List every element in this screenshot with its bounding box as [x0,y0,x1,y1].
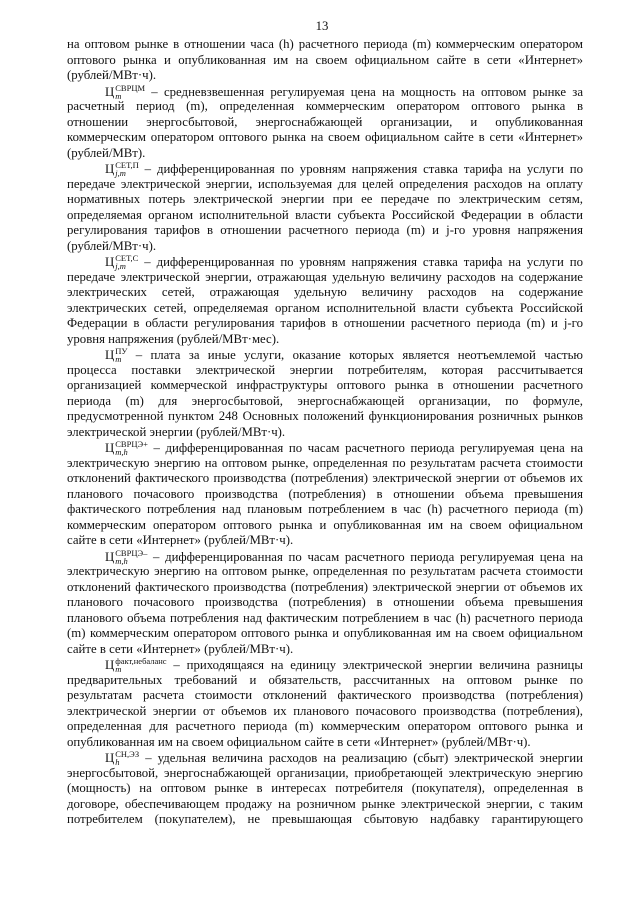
text-line: расчетный период (m), определенная коммерческим оператором оптового рынка в [67,99,583,113]
text-line: результатам расчета стоимости отклонений фактического производства (потребления) [67,688,583,702]
text-line: нормативных потерь электрической энергии при ее передаче по электрическим сетям, [67,192,583,206]
text-line: планового объема потребления над фактическим потреблением в час (h) расчетного периода [67,610,583,625]
symbol-base: Ц [105,751,115,765]
price-symbol [105,162,139,176]
text-line: (рублей/МВт·ч). [67,68,157,82]
symbol-indices [115,750,139,766]
text-line: электрической энергии (рублей/МВт·ч). [67,424,286,439]
symbol-subscript: m [115,90,122,101]
text-line: процесса поставки электрической энергии потребителям, которая рассчитывается [67,362,583,377]
text-line: (рублей/МВт). [67,145,146,160]
symbol-subscript: m [115,354,122,364]
symbol-subscript: j,m [115,168,126,178]
definition-text: – удельная величина расходов на реализацию (сбыт) электрической энергии [145,751,584,765]
text-line: (m) коммерческим оператором оптового рынка и опубликованная им на своем официальном [67,626,583,640]
text-line: определенная для расчетного периода (m) коммерческим оператором оптового рынка и [67,719,583,733]
symbol-base: Ц [105,84,115,99]
definition-paragraph [67,254,583,347]
symbol-indices [115,161,138,177]
definition-text: – дифференцированная по часам расчетного периода регулируемая цена на [153,549,583,564]
text-line: потребителем (покупателем), не превышающая сбытовую надбавку гарантирующего [67,812,583,826]
definition-first-line [67,347,583,363]
symbol-superscript: СВРЦЭ– [115,547,148,558]
definition-text: – дифференцированная по часам расчетного периода регулируемая цена на [153,441,583,455]
definition-first-line [67,750,583,766]
symbol-subscript: h [115,757,120,767]
text-line: энергосбытовой, энергоснабжающей организации, приобретающей электрическую энергию [67,765,583,780]
symbol-superscript: ПУ [115,346,128,356]
price-symbol [105,751,139,765]
definition-first-line [67,440,583,456]
symbol-indices [115,549,147,565]
price-symbol [105,82,146,101]
symbol-superscript: факт,небаланс [115,656,167,666]
text-line: электрических сетей, определяемая органом исполнительной власти субъекта Российской [67,300,583,315]
text-line: (мощность) на оптовом рынке в интересах потребителя (покупателя), определенная в [67,781,583,795]
symbol-superscript: СВРЦЭ+ [115,439,148,449]
symbol-base: Ц [105,255,115,269]
text-line: электрических сетей, отражающая удельную величину расходов на содержание [67,285,583,299]
symbol-base: Ц [105,162,115,176]
definition-paragraph [67,84,583,162]
text-line: Федерации в области регулирования тарифов в отношении расчетного периода (m) и j-го [67,316,583,330]
price-symbol [105,658,167,672]
text-line: (рублей/МВт·ч). [67,238,157,253]
symbol-base: Ц [105,549,115,564]
symbol-indices [115,254,138,270]
symbol-base: Ц [105,348,115,362]
price-symbol [105,441,148,455]
page-number: 13 [315,19,329,33]
definition-first-line [67,254,583,270]
text-line: договоре, обеспечивающем продажу на розничном рынке электрической энергии, с таким [67,796,583,811]
definition-text: – дифференцированная по уровням напряжения ставка тарифа на услуги по [144,255,583,269]
definition-paragraph [67,347,583,440]
text-line: электрической энергии от объемов их планового почасового производства (потребления), [67,703,583,718]
symbol-indices [115,347,127,363]
symbol-base: Ц [105,441,115,455]
text-line: фактического потребления над плановым потреблением в час (h) расчетного периода (m) [67,502,583,516]
symbol-indices [115,84,145,100]
symbol-subscript: m [115,664,122,674]
text-line: предусмотренной пунктом 248 Основных положений функционирования розничных рынков [67,409,583,423]
definition-first-line [67,657,583,673]
text-line: организацией коммерческой инфраструктуры оптового рынка в отношении расчетного [67,378,583,392]
text-line: сайте в сети «Интернет» (рублей/МВт·ч). [67,641,294,656]
price-symbol [105,547,148,566]
text-line: электрическую энергию на оптовом рынке, определенная по результатам расчета стоимости [67,564,583,578]
definition-paragraph [67,549,583,658]
definition-text: – приходящаяся на единицу электрической энергии величина разницы [173,658,583,672]
text-line: уровня напряжения (рублей/МВт·мес). [67,331,280,346]
text-line: отклонений фактического производства (потребления) электрической энергии от объемов их [67,579,583,594]
text-line: передаче электрической энергии, используемая для целей определения расходов на оплату [67,176,583,191]
definition-first-line [67,549,583,565]
definition-text: – средневзвешенная регулируемая цена на мощность на оптовом рынке за [151,84,584,99]
definition-first-line [67,161,583,177]
text-line: опубликованная им на своем официальном сайте в сети «Интернет» (рублей/МВт·ч). [67,734,531,749]
definition-first-line [67,84,583,100]
paragraph-continuation [67,37,583,84]
text-line: отношении энергосбытовой, энергоснабжающей организации, и опубликованная [67,114,583,129]
text-line: коммерческим оператором оптового рынка и опубликованная им на своем официальном [67,517,583,532]
symbol-subscript: m,h [115,555,128,566]
symbol-indices [115,657,166,673]
text-line: определяемая органом исполнительной власти субъекта Российской Федерации в области [67,207,583,222]
text-line: электрическую энергию на оптовом рынке, определенная по результатам расчета стоимости [67,455,583,470]
text-line: планового почасового производства (потребления) в отношении объема превышения [67,595,583,609]
symbol-subscript: m,h [115,447,128,457]
body-text [67,37,583,828]
text-line: периода (m) для энергосбытовой, энергоснабжающей организации, по формуле, [67,393,583,408]
text-line: коммерческим оператором оптового рынка на своем официальном сайте в сети «Интернет» [67,130,583,144]
price-symbol [105,255,138,269]
definition-text: – дифференцированная по уровням напряжения ставка тарифа на услуги по [144,162,583,176]
text-line: отклонений фактического производства (потребления) электрической энергии от объемов их [67,471,583,485]
definition-paragraph [67,440,583,549]
text-line: оптового рынка и опубликованная им на своем официальном сайте в сети «Интернет» [67,52,583,67]
symbol-base: Ц [105,658,115,672]
symbol-superscript: СВРЦМ [115,82,146,93]
text-line: регулирования тарифов в отношении расчетного периода (m) и j-го уровня напряжения [67,223,583,237]
definition-paragraph [67,161,583,254]
definition-paragraph [67,657,583,750]
symbol-subscript: j,m [115,261,126,271]
text-line: передаче электрической энергии, отражающая удельную величину расходов на содержание [67,269,583,284]
definition-paragraph [67,750,583,828]
symbol-indices [115,440,148,456]
definition-text: – плата за иные услуги, оказание которых является неотъемлемой частью [135,348,583,362]
text-line: на оптовом рынке в отношении часа (h) расчетного периода (m) коммерческим оператором [67,37,583,51]
text-line: сайте в сети «Интернет» (рублей/МВт·ч). [67,533,294,547]
text-line: предварительных требований и обязательств, рассчитанных на оптовом рынке по [67,672,583,687]
price-symbol [105,348,127,362]
text-line: планового почасового производства (потребления) в отношении объема превышения [67,486,583,501]
symbol-superscript: СН,ЭЗ [115,749,140,759]
symbol-superscript: СЕТ,С [115,253,139,263]
symbol-superscript: СЕТ,П [115,160,139,170]
